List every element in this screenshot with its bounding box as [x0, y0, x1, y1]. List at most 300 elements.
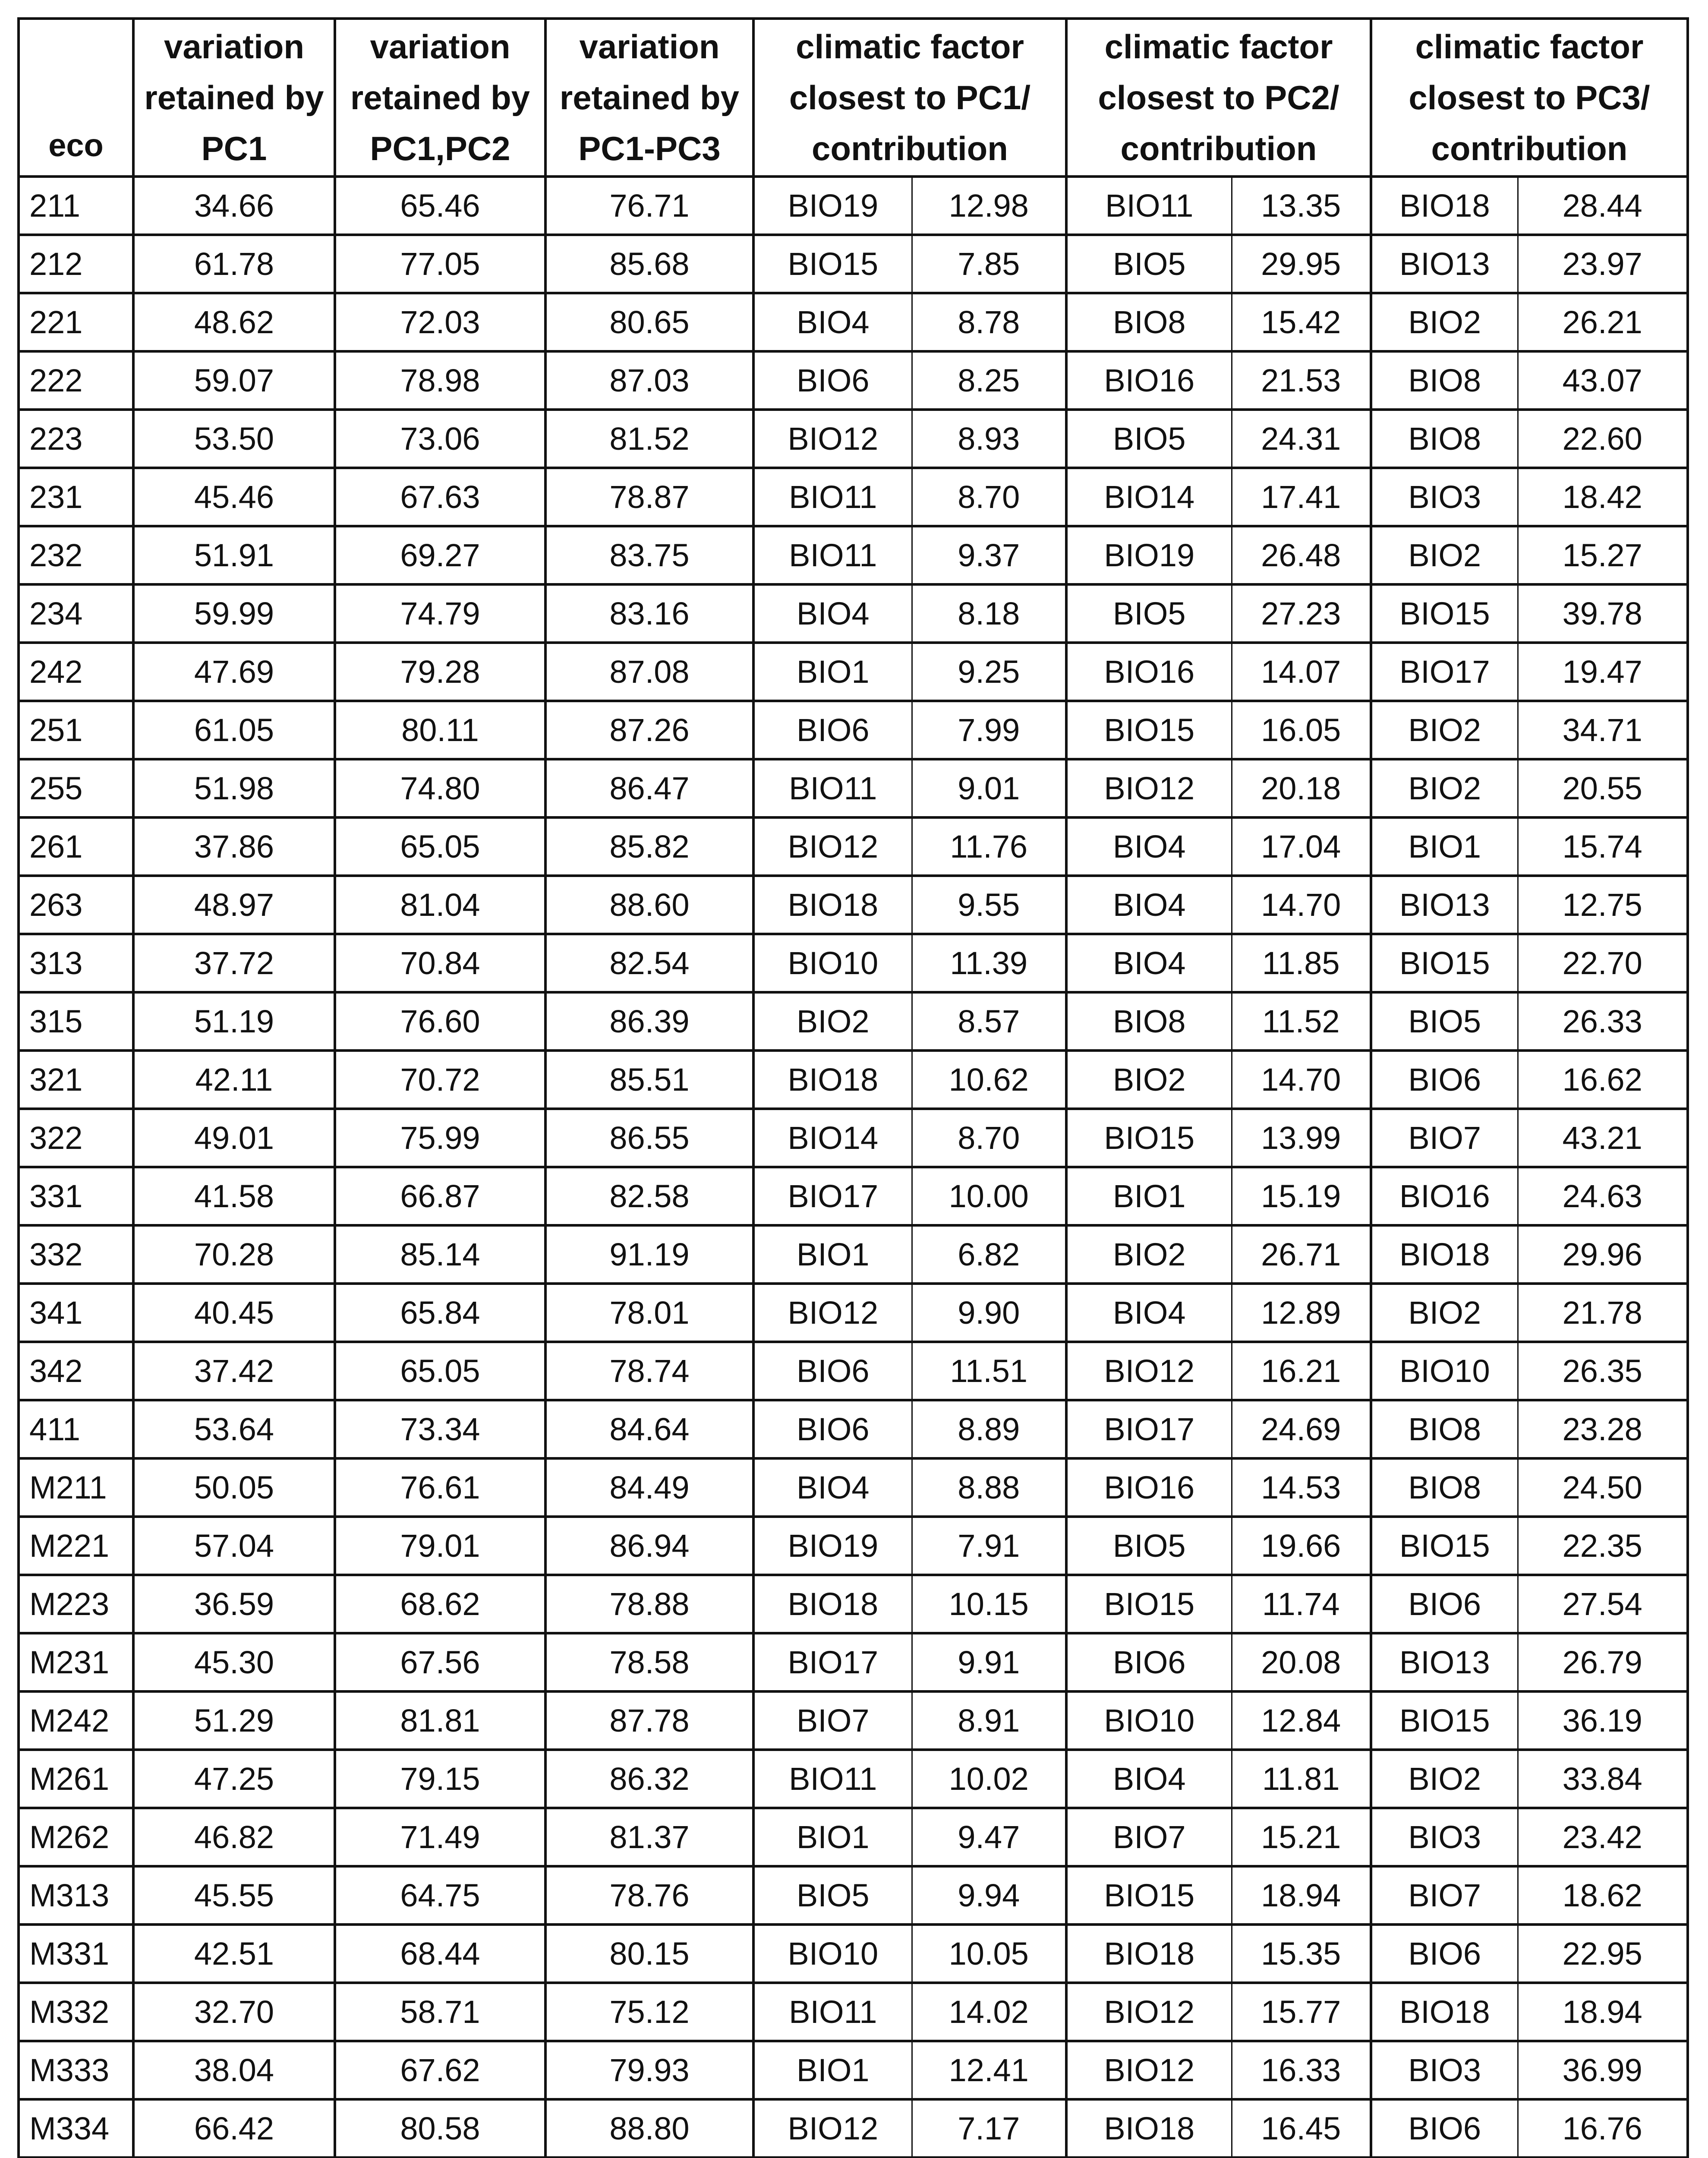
pc3-factor-cell: BIO2 [1371, 701, 1518, 759]
pc2-contribution-cell: 20.18 [1232, 759, 1371, 817]
table-row [19, 235, 1688, 293]
table-row [19, 1284, 1688, 1342]
pc3-factor-cell: BIO7 [1371, 1109, 1518, 1167]
pc2-contribution-cell: 11.85 [1232, 934, 1371, 992]
pc2-contribution-cell: 26.48 [1232, 526, 1371, 584]
pc1-contribution-cell: 8.18 [912, 584, 1066, 643]
pc1-pc3-cell: 81.52 [545, 410, 753, 468]
header-cf2-line-1: climatic factor [1104, 28, 1333, 66]
pc1-pc3-cell: 91.19 [545, 1225, 753, 1284]
pc1-pc2-cell: 58.71 [335, 1983, 545, 2041]
eco-cell: M331 [19, 1925, 133, 1983]
pc1-contribution-cell: 9.90 [912, 1284, 1066, 1342]
pc1-factor-cell: BIO1 [753, 1225, 912, 1284]
pc2-contribution-cell: 16.05 [1232, 701, 1371, 759]
pc1-pc2-cell: 73.06 [335, 410, 545, 468]
pc3-contribution-cell: 39.78 [1518, 584, 1688, 643]
table-row [19, 1225, 1688, 1284]
header-pc13-line-3: PC1-PC3 [578, 129, 721, 167]
pc3-contribution-cell: 26.35 [1518, 1342, 1688, 1400]
pc2-factor-cell: BIO6 [1066, 1633, 1232, 1691]
pc3-factor-cell: BIO2 [1371, 293, 1518, 351]
pc3-contribution-cell: 22.95 [1518, 1925, 1688, 1983]
table-row [19, 1633, 1688, 1691]
pc2-contribution-cell: 14.53 [1232, 1458, 1371, 1517]
pc3-contribution-cell: 16.76 [1518, 2099, 1688, 2158]
pc1-contribution-cell: 9.37 [912, 526, 1066, 584]
pc1-contribution-cell: 8.70 [912, 468, 1066, 526]
table-row [19, 992, 1688, 1051]
pc3-contribution-cell: 23.42 [1518, 1808, 1688, 1866]
table-row [19, 1051, 1688, 1109]
pc1-pc2-cell: 81.81 [335, 1691, 545, 1750]
eco-cell: M333 [19, 2041, 133, 2099]
pc1-pc3-cell: 78.58 [545, 1633, 753, 1691]
table-row [19, 1400, 1688, 1458]
pc1-contribution-cell: 10.62 [912, 1051, 1066, 1109]
pc3-factor-cell: BIO2 [1371, 1284, 1518, 1342]
pc1-pc3-cell: 87.78 [545, 1691, 753, 1750]
table-row [19, 410, 1688, 468]
pc1-cell: 40.45 [133, 1284, 335, 1342]
pc1-contribution-cell: 11.76 [912, 817, 1066, 876]
pc2-contribution-cell: 15.77 [1232, 1983, 1371, 2041]
pc1-pc3-cell: 76.71 [545, 177, 753, 235]
pc2-contribution-cell: 24.31 [1232, 410, 1371, 468]
pc1-pc2-cell: 65.46 [335, 177, 545, 235]
pc2-factor-cell: BIO8 [1066, 293, 1232, 351]
pc1-pc2-cell: 79.28 [335, 643, 545, 701]
eco-cell: 331 [19, 1167, 133, 1225]
eco-cell: 234 [19, 584, 133, 643]
pc1-pc2-cell: 80.58 [335, 2099, 545, 2158]
eco-cell: M223 [19, 1575, 133, 1633]
eco-cell: 342 [19, 1342, 133, 1400]
pc2-factor-cell: BIO10 [1066, 1691, 1232, 1750]
eco-cell: 261 [19, 817, 133, 876]
pc3-factor-cell: BIO15 [1371, 1691, 1518, 1750]
table-row [19, 351, 1688, 410]
pc1-cell: 46.82 [133, 1808, 335, 1866]
header-climatic-pc3 [1371, 19, 1688, 177]
pc1-pc3-cell: 82.54 [545, 934, 753, 992]
pc3-contribution-cell: 15.74 [1518, 817, 1688, 876]
pc2-factor-cell: BIO2 [1066, 1051, 1232, 1109]
pc3-factor-cell: BIO6 [1371, 2099, 1518, 2158]
pc1-cell: 32.70 [133, 1983, 335, 2041]
eco-cell: 321 [19, 1051, 133, 1109]
pc1-contribution-cell: 8.91 [912, 1691, 1066, 1750]
pc2-contribution-cell: 14.70 [1232, 876, 1371, 934]
pc1-pc3-cell: 78.87 [545, 468, 753, 526]
header-cf1-line-3: contribution [812, 129, 1008, 167]
pc1-cell: 36.59 [133, 1575, 335, 1633]
pc1-pc2-cell: 79.01 [335, 1517, 545, 1575]
eco-cell: 242 [19, 643, 133, 701]
pc3-factor-cell: BIO15 [1371, 934, 1518, 992]
pc1-factor-cell: BIO18 [753, 876, 912, 934]
pc3-factor-cell: BIO18 [1371, 1983, 1518, 2041]
header-pc1-pc3 [545, 19, 753, 177]
pc1-pc3-cell: 82.58 [545, 1167, 753, 1225]
pc3-factor-cell: BIO5 [1371, 992, 1518, 1051]
pc1-cell: 59.99 [133, 584, 335, 643]
pc1-pc3-cell: 87.26 [545, 701, 753, 759]
pc3-factor-cell: BIO3 [1371, 468, 1518, 526]
table-row [19, 817, 1688, 876]
pc1-cell: 48.62 [133, 293, 335, 351]
pc1-pc3-cell: 80.65 [545, 293, 753, 351]
pc2-contribution-cell: 15.19 [1232, 1167, 1371, 1225]
pc1-pc2-cell: 73.34 [335, 1400, 545, 1458]
pc3-factor-cell: BIO13 [1371, 876, 1518, 934]
pc2-contribution-cell: 21.53 [1232, 351, 1371, 410]
pc1-cell: 37.42 [133, 1342, 335, 1400]
header-pc1 [133, 19, 335, 177]
pc1-pc2-cell: 74.79 [335, 584, 545, 643]
header-cf2-line-2: closest to PC2/ [1098, 79, 1339, 117]
pc1-cell: 45.46 [133, 468, 335, 526]
pc2-factor-cell: BIO5 [1066, 235, 1232, 293]
pc3-contribution-cell: 29.96 [1518, 1225, 1688, 1284]
pc1-cell: 51.29 [133, 1691, 335, 1750]
pc1-factor-cell: BIO12 [753, 1284, 912, 1342]
pc1-pc2-cell: 78.98 [335, 351, 545, 410]
pc1-factor-cell: BIO6 [753, 1400, 912, 1458]
pc3-contribution-cell: 16.62 [1518, 1051, 1688, 1109]
pc3-contribution-cell: 15.27 [1518, 526, 1688, 584]
pc3-factor-cell: BIO15 [1371, 1517, 1518, 1575]
pc1-contribution-cell: 8.57 [912, 992, 1066, 1051]
eco-cell: 322 [19, 1109, 133, 1167]
pc3-factor-cell: BIO18 [1371, 177, 1518, 235]
pc1-pc3-cell: 83.75 [545, 526, 753, 584]
pc1-contribution-cell: 10.05 [912, 1925, 1066, 1983]
pc1-pc3-cell: 86.94 [545, 1517, 753, 1575]
pc2-contribution-cell: 16.33 [1232, 2041, 1371, 2099]
eco-cell: 255 [19, 759, 133, 817]
pc1-factor-cell: BIO2 [753, 992, 912, 1051]
pc2-factor-cell: BIO18 [1066, 1925, 1232, 1983]
pc1-factor-cell: BIO1 [753, 643, 912, 701]
pc1-pc3-cell: 85.82 [545, 817, 753, 876]
table-row [19, 584, 1688, 643]
header-pc13-line-1: variation [579, 28, 720, 66]
eco-cell: M262 [19, 1808, 133, 1866]
pc3-contribution-cell: 28.44 [1518, 177, 1688, 235]
pc1-pc3-cell: 85.68 [545, 235, 753, 293]
table-row [19, 876, 1688, 934]
pc2-factor-cell: BIO5 [1066, 584, 1232, 643]
pc1-contribution-cell: 10.02 [912, 1750, 1066, 1808]
pc2-contribution-cell: 12.84 [1232, 1691, 1371, 1750]
header-pc13-line-2: retained by [559, 79, 740, 117]
pc1-pc3-cell: 83.16 [545, 584, 753, 643]
pc3-contribution-cell: 24.63 [1518, 1167, 1688, 1225]
table-row [19, 1575, 1688, 1633]
pc1-factor-cell: BIO15 [753, 235, 912, 293]
pc2-factor-cell: BIO18 [1066, 2099, 1232, 2158]
pc2-contribution-cell: 17.04 [1232, 817, 1371, 876]
pc1-contribution-cell: 10.15 [912, 1575, 1066, 1633]
pc1-factor-cell: BIO17 [753, 1633, 912, 1691]
pc2-factor-cell: BIO4 [1066, 934, 1232, 992]
header-pc12-line-1: variation [370, 28, 511, 66]
pc1-pc3-cell: 80.15 [545, 1925, 753, 1983]
header-pc1-line-1: variation [164, 28, 305, 66]
pc1-contribution-cell: 7.91 [912, 1517, 1066, 1575]
pc2-contribution-cell: 14.07 [1232, 643, 1371, 701]
pc1-cell: 51.19 [133, 992, 335, 1051]
pc3-contribution-cell: 43.07 [1518, 351, 1688, 410]
pc3-factor-cell: BIO6 [1371, 1925, 1518, 1983]
pc1-contribution-cell: 8.78 [912, 293, 1066, 351]
eco-cell: M334 [19, 2099, 133, 2158]
table-row [19, 1167, 1688, 1225]
pc3-contribution-cell: 19.47 [1518, 643, 1688, 701]
pc1-pc3-cell: 78.74 [545, 1342, 753, 1400]
pc1-pc3-cell: 87.03 [545, 351, 753, 410]
pc2-factor-cell: BIO15 [1066, 701, 1232, 759]
eco-cell: 263 [19, 876, 133, 934]
pc1-cell: 48.97 [133, 876, 335, 934]
pc3-contribution-cell: 23.97 [1518, 235, 1688, 293]
pc3-contribution-cell: 33.84 [1518, 1750, 1688, 1808]
eco-cell: 212 [19, 235, 133, 293]
table-row [19, 1109, 1688, 1167]
pc3-factor-cell: BIO2 [1371, 759, 1518, 817]
pc3-factor-cell: BIO2 [1371, 526, 1518, 584]
pc1-factor-cell: BIO6 [753, 1342, 912, 1400]
pc1-cell: 45.30 [133, 1633, 335, 1691]
pc1-factor-cell: BIO5 [753, 1866, 912, 1925]
pc1-pc2-cell: 68.44 [335, 1925, 545, 1983]
pc1-factor-cell: BIO11 [753, 759, 912, 817]
pc1-cell: 50.05 [133, 1458, 335, 1517]
eco-cell: 251 [19, 701, 133, 759]
pc1-pc2-cell: 67.62 [335, 2041, 545, 2099]
pc1-factor-cell: BIO17 [753, 1167, 912, 1225]
pc2-contribution-cell: 16.45 [1232, 2099, 1371, 2158]
pc1-pc2-cell: 75.99 [335, 1109, 545, 1167]
pc3-factor-cell: BIO13 [1371, 235, 1518, 293]
pc2-factor-cell: BIO12 [1066, 1983, 1232, 2041]
pc2-contribution-cell: 11.74 [1232, 1575, 1371, 1633]
pc1-pc2-cell: 70.84 [335, 934, 545, 992]
pc2-contribution-cell: 15.42 [1232, 293, 1371, 351]
pc1-cell: 53.64 [133, 1400, 335, 1458]
pc1-factor-cell: BIO6 [753, 701, 912, 759]
pc1-pc3-cell: 78.76 [545, 1866, 753, 1925]
pc1-pc2-cell: 85.14 [335, 1225, 545, 1284]
pc1-factor-cell: BIO12 [753, 817, 912, 876]
eco-cell: 232 [19, 526, 133, 584]
table-row [19, 468, 1688, 526]
pc1-factor-cell: BIO6 [753, 351, 912, 410]
table-row [19, 1342, 1688, 1400]
pc1-pc2-cell: 76.61 [335, 1458, 545, 1517]
eco-cell: 332 [19, 1225, 133, 1284]
pc2-factor-cell: BIO5 [1066, 410, 1232, 468]
pc1-pc2-cell: 71.49 [335, 1808, 545, 1866]
pc1-pc2-cell: 65.05 [335, 1342, 545, 1400]
pc1-contribution-cell: 9.94 [912, 1866, 1066, 1925]
header-pc1-pc2 [335, 19, 545, 177]
pc3-factor-cell: BIO8 [1371, 1458, 1518, 1517]
pc1-pc3-cell: 86.32 [545, 1750, 753, 1808]
pc1-factor-cell: BIO14 [753, 1109, 912, 1167]
pc3-factor-cell: BIO3 [1371, 1808, 1518, 1866]
eco-cell: M211 [19, 1458, 133, 1517]
eco-cell: 315 [19, 992, 133, 1051]
header-cf1-line-1: climatic factor [796, 28, 1024, 66]
pc3-factor-cell: BIO8 [1371, 1400, 1518, 1458]
eco-cell: 222 [19, 351, 133, 410]
pc1-pc2-cell: 72.03 [335, 293, 545, 351]
pc1-contribution-cell: 9.25 [912, 643, 1066, 701]
pc2-factor-cell: BIO4 [1066, 876, 1232, 934]
pc1-pc3-cell: 88.60 [545, 876, 753, 934]
pc3-contribution-cell: 26.21 [1518, 293, 1688, 351]
pc2-factor-cell: BIO8 [1066, 992, 1232, 1051]
pc2-contribution-cell: 14.70 [1232, 1051, 1371, 1109]
eco-cell: M221 [19, 1517, 133, 1575]
pc1-factor-cell: BIO19 [753, 1517, 912, 1575]
header-cf3-line-3: contribution [1431, 129, 1628, 167]
pc1-pc3-cell: 88.80 [545, 2099, 753, 2158]
pc1-pc2-cell: 67.63 [335, 468, 545, 526]
pc1-contribution-cell: 9.47 [912, 1808, 1066, 1866]
pc1-pc2-cell: 67.56 [335, 1633, 545, 1691]
pc1-factor-cell: BIO1 [753, 1808, 912, 1866]
pc1-cell: 37.86 [133, 817, 335, 876]
header-cf2-line-3: contribution [1120, 129, 1317, 167]
table-row [19, 1517, 1688, 1575]
pc1-factor-cell: BIO12 [753, 2099, 912, 2158]
pc1-cell: 70.28 [133, 1225, 335, 1284]
pc1-contribution-cell: 7.17 [912, 2099, 1066, 2158]
table-row [19, 701, 1688, 759]
pc1-factor-cell: BIO10 [753, 1925, 912, 1983]
pc3-factor-cell: BIO3 [1371, 2041, 1518, 2099]
pc2-contribution-cell: 13.35 [1232, 177, 1371, 235]
pc3-contribution-cell: 26.79 [1518, 1633, 1688, 1691]
pc1-cell: 57.04 [133, 1517, 335, 1575]
pc1-cell: 66.42 [133, 2099, 335, 2158]
pc1-pc2-cell: 64.75 [335, 1866, 545, 1925]
pc2-factor-cell: BIO12 [1066, 1342, 1232, 1400]
pc2-factor-cell: BIO15 [1066, 1575, 1232, 1633]
pc3-contribution-cell: 22.70 [1518, 934, 1688, 992]
pc2-contribution-cell: 26.71 [1232, 1225, 1371, 1284]
header-cf1-line-2: closest to PC1/ [789, 79, 1031, 117]
pc2-contribution-cell: 29.95 [1232, 235, 1371, 293]
pc1-contribution-cell: 9.91 [912, 1633, 1066, 1691]
pc3-contribution-cell: 36.99 [1518, 2041, 1688, 2099]
pc2-contribution-cell: 17.41 [1232, 468, 1371, 526]
pc2-contribution-cell: 15.35 [1232, 1925, 1371, 1983]
pc2-factor-cell: BIO17 [1066, 1400, 1232, 1458]
eco-cell: M242 [19, 1691, 133, 1750]
pc1-pc2-cell: 77.05 [335, 235, 545, 293]
table-row [19, 2099, 1688, 2158]
pc3-contribution-cell: 22.60 [1518, 410, 1688, 468]
pc1-cell: 49.01 [133, 1109, 335, 1167]
pc2-factor-cell: BIO14 [1066, 468, 1232, 526]
pc1-cell: 51.91 [133, 526, 335, 584]
pc3-contribution-cell: 22.35 [1518, 1517, 1688, 1575]
pc1-pc3-cell: 81.37 [545, 1808, 753, 1866]
pc1-cell: 42.11 [133, 1051, 335, 1109]
pc3-factor-cell: BIO6 [1371, 1575, 1518, 1633]
pc3-factor-cell: BIO8 [1371, 351, 1518, 410]
table-row [19, 1691, 1688, 1750]
pc1-pc3-cell: 87.08 [545, 643, 753, 701]
pc2-factor-cell: BIO19 [1066, 526, 1232, 584]
pc3-contribution-cell: 20.55 [1518, 759, 1688, 817]
pc2-contribution-cell: 12.89 [1232, 1284, 1371, 1342]
pc2-contribution-cell: 16.21 [1232, 1342, 1371, 1400]
table-row [19, 177, 1688, 235]
pc1-contribution-cell: 7.85 [912, 235, 1066, 293]
pc3-contribution-cell: 24.50 [1518, 1458, 1688, 1517]
header-pc1-line-3: PC1 [201, 129, 267, 167]
pc1-factor-cell: BIO7 [753, 1691, 912, 1750]
pc3-factor-cell: BIO13 [1371, 1633, 1518, 1691]
pc1-pc3-cell: 86.47 [545, 759, 753, 817]
pc2-factor-cell: BIO15 [1066, 1866, 1232, 1925]
eco-cell: 223 [19, 410, 133, 468]
pc1-factor-cell: BIO19 [753, 177, 912, 235]
eco-cell: 411 [19, 1400, 133, 1458]
pc3-factor-cell: BIO7 [1371, 1866, 1518, 1925]
pc1-cell: 53.50 [133, 410, 335, 468]
table-row [19, 293, 1688, 351]
pc3-factor-cell: BIO15 [1371, 584, 1518, 643]
header-pc12-line-2: retained by [350, 79, 530, 117]
pc2-contribution-cell: 11.81 [1232, 1750, 1371, 1808]
table-row [19, 643, 1688, 701]
pc1-contribution-cell: 8.88 [912, 1458, 1066, 1517]
table-row [19, 1866, 1688, 1925]
pc1-cell: 42.51 [133, 1925, 335, 1983]
header-climatic-pc2 [1066, 19, 1371, 177]
pc1-contribution-cell: 11.51 [912, 1342, 1066, 1400]
pc3-contribution-cell: 12.75 [1518, 876, 1688, 934]
pc3-factor-cell: BIO16 [1371, 1167, 1518, 1225]
pc3-contribution-cell: 43.21 [1518, 1109, 1688, 1167]
pc2-factor-cell: BIO4 [1066, 817, 1232, 876]
pc2-contribution-cell: 24.69 [1232, 1400, 1371, 1458]
pc1-cell: 41.58 [133, 1167, 335, 1225]
pc1-factor-cell: BIO18 [753, 1051, 912, 1109]
pc3-contribution-cell: 36.19 [1518, 1691, 1688, 1750]
pc1-pc3-cell: 79.93 [545, 2041, 753, 2099]
pc3-factor-cell: BIO10 [1371, 1342, 1518, 1400]
pc3-contribution-cell: 21.78 [1518, 1284, 1688, 1342]
pc1-cell: 34.66 [133, 177, 335, 235]
pc1-cell: 47.69 [133, 643, 335, 701]
table-body [19, 177, 1688, 2158]
pc1-contribution-cell: 11.39 [912, 934, 1066, 992]
table-row [19, 1925, 1688, 1983]
header-eco-label: eco [48, 127, 104, 163]
pc1-factor-cell: BIO11 [753, 468, 912, 526]
pc1-contribution-cell: 12.98 [912, 177, 1066, 235]
table-row [19, 1983, 1688, 2041]
pc1-contribution-cell: 12.41 [912, 2041, 1066, 2099]
pc1-contribution-cell: 10.00 [912, 1167, 1066, 1225]
